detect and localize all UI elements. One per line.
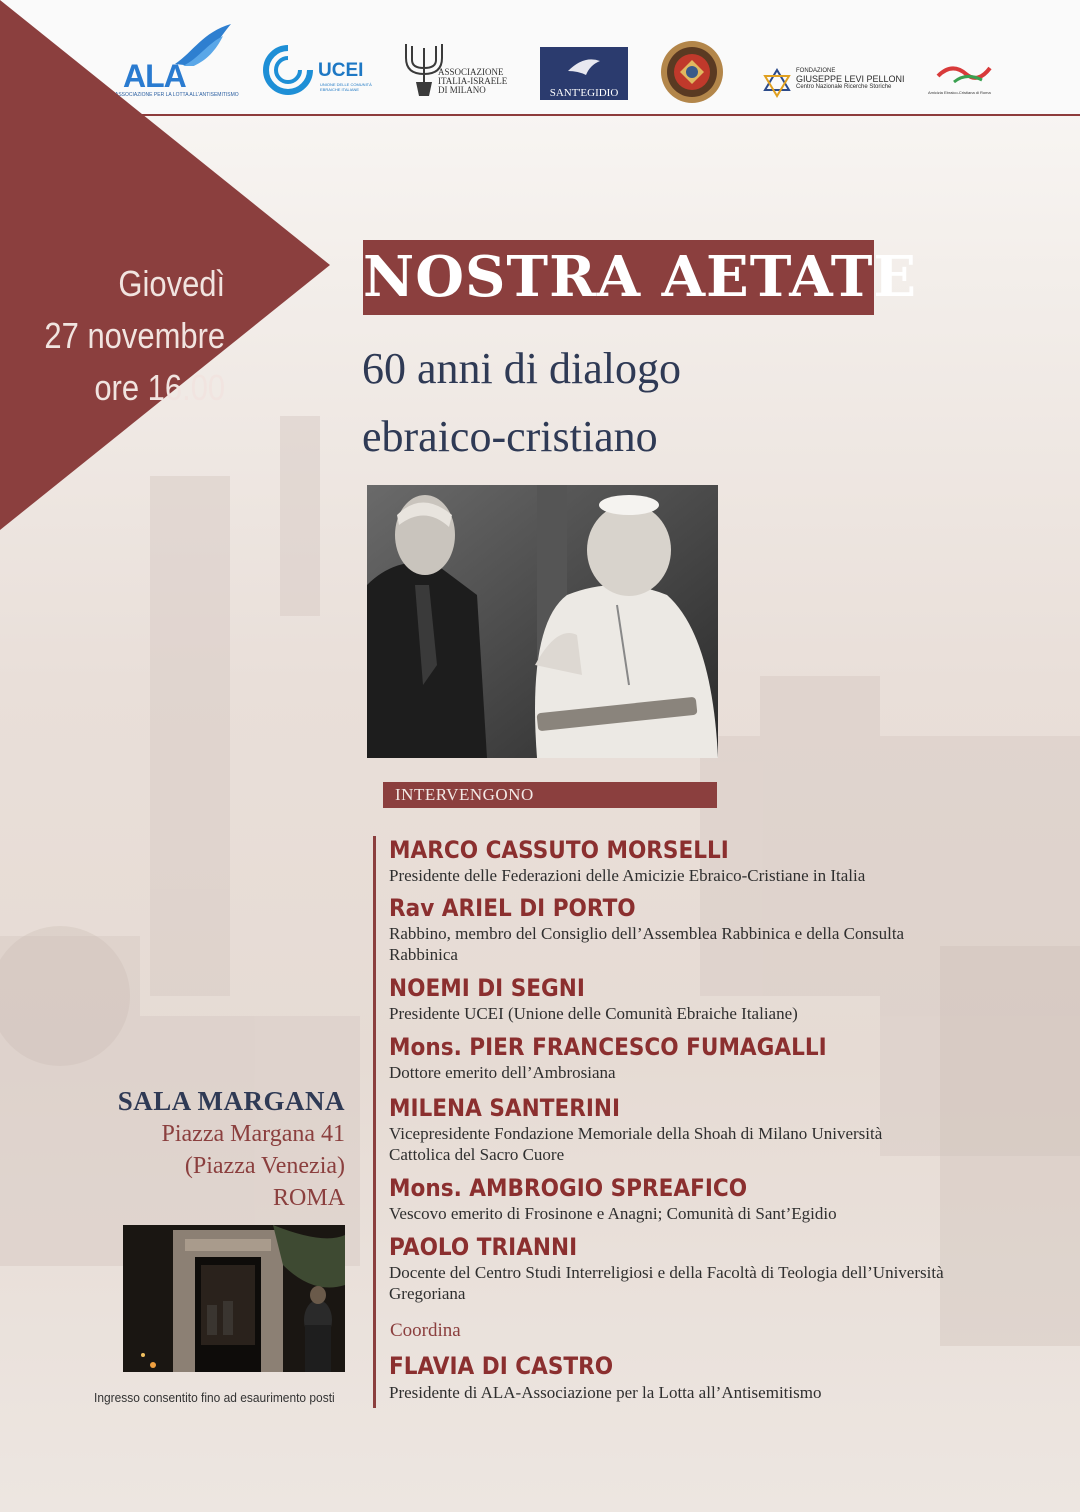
speaker-name: Mons. PIER FRANCESCO FUMAGALLI [389,1033,827,1061]
subtitle-line2: ebraico-cristiano [362,412,658,461]
coordinator-label: Coordina [390,1320,461,1341]
subtitle-line1: 60 anni di dialogo [362,344,681,393]
speaker-role: Dottore emerito dell’Ambrosiana [389,1063,616,1082]
subtitle [362,335,681,471]
venue-city: ROMA [272,1185,345,1211]
mosaic-seal-icon [660,40,724,104]
santegidio-label: SANT'EGIDIO [549,87,619,99]
ucei-caption: UNIONE DELLE COMUNITÀ EBRAICHE ITALIANE [320,82,372,92]
speaker-role: Rabbino, membro del Consiglio dell’Assemblea Rabbinica e della Consulta Rabbinica [389,924,905,964]
venue-photo [123,1225,345,1372]
speaker-role: Presidente UCEI (Unione delle Comunità Ebraiche Italiane) [389,1004,798,1023]
historic-photo-illustration [367,485,718,758]
ala-caption: ASSOCIAZIONE PER LA LOTTA ALL'ANTISEMITISMO [115,92,239,98]
speakers-divider-line [373,836,376,1408]
levi-pelloni-line3: Centro Nazionale Ricerche Storiche [796,84,892,90]
venue-address: Piazza Margana 41 [161,1121,345,1147]
amicizia-caption: Amicizia Ebraico-Cristiana di Roma [928,90,991,95]
dove-icon [564,51,604,79]
event-date [44,258,225,414]
page-title: NOSTRA AETATE [363,244,918,310]
venue-block [118,1084,345,1214]
mosaic-seal-logo [660,40,724,104]
speaker-role: Docente del Centro Studi Interreligiosi e della Facoltà di Teologia dell’Università Gregoriana [389,1263,944,1303]
ucei-mark: UCEI [318,60,364,81]
speaker-name: MARCO CASSUTO MORSELLI [389,836,729,864]
amicizia-logo [928,62,1002,98]
italia-israele-logo [402,38,518,100]
ala-mark: ALA [123,58,186,94]
levi-pelloni-line2: GIUSEPPE LEVI PELLONI [796,74,905,84]
star-of-david-icon [762,68,792,98]
coordinator-name: FLAVIA DI CASTRO [389,1352,614,1380]
levi-pelloni-line1: FONDAZIONE [796,68,836,74]
speaker-name: Rav ARIEL DI PORTO [389,894,636,922]
venue-area: (Piazza Venezia) [184,1153,345,1179]
event-date-line: 27 novembre [44,315,225,356]
coordinator-role: Presidente di ALA-Associazione per la Lotta all’Antisemitismo [389,1383,822,1402]
speaker-name: Mons. AMBROGIO SPREAFICO [389,1174,748,1202]
speaker-name: PAOLO TRIANNI [389,1233,578,1261]
historic-photo [367,485,718,758]
italia-israele-line3: DI MILANO [438,85,486,95]
event-time: ore 16.00 [94,367,225,408]
speaker-role: Vescovo emerito di Frosinone e Anagni; Comunità di Sant’Egidio [389,1204,837,1223]
speakers-header-label: INTERVENGONO [395,785,534,804]
italia-israele-line1: ASSOCIAZIONE [438,67,504,77]
venue-name: SALA MARGANA [117,1086,345,1116]
amicizia-wave-icon [934,62,994,88]
speaker-role: Vicepresidente Fondazione Memoriale della Shoah di Milano Università Cattolica del Sacro Cuore [389,1124,883,1164]
speaker-name: MILENA SANTERINI [389,1094,620,1122]
levi-pelloni-logo [762,66,905,100]
italia-israele-line2: ITALIA-ISRAELE [438,76,508,86]
speaker-name: NOEMI DI SEGNI [389,974,585,1002]
venue-photo-illustration [123,1225,345,1372]
santegidio-logo [540,47,628,100]
entry-note: Ingresso consentito fino ad esaurimento posti [94,1390,335,1405]
event-day: Giovedì [118,263,225,304]
speaker-role: Presidente delle Federazioni delle Amicizie Ebraico-Cristiane in Italia [389,866,866,885]
